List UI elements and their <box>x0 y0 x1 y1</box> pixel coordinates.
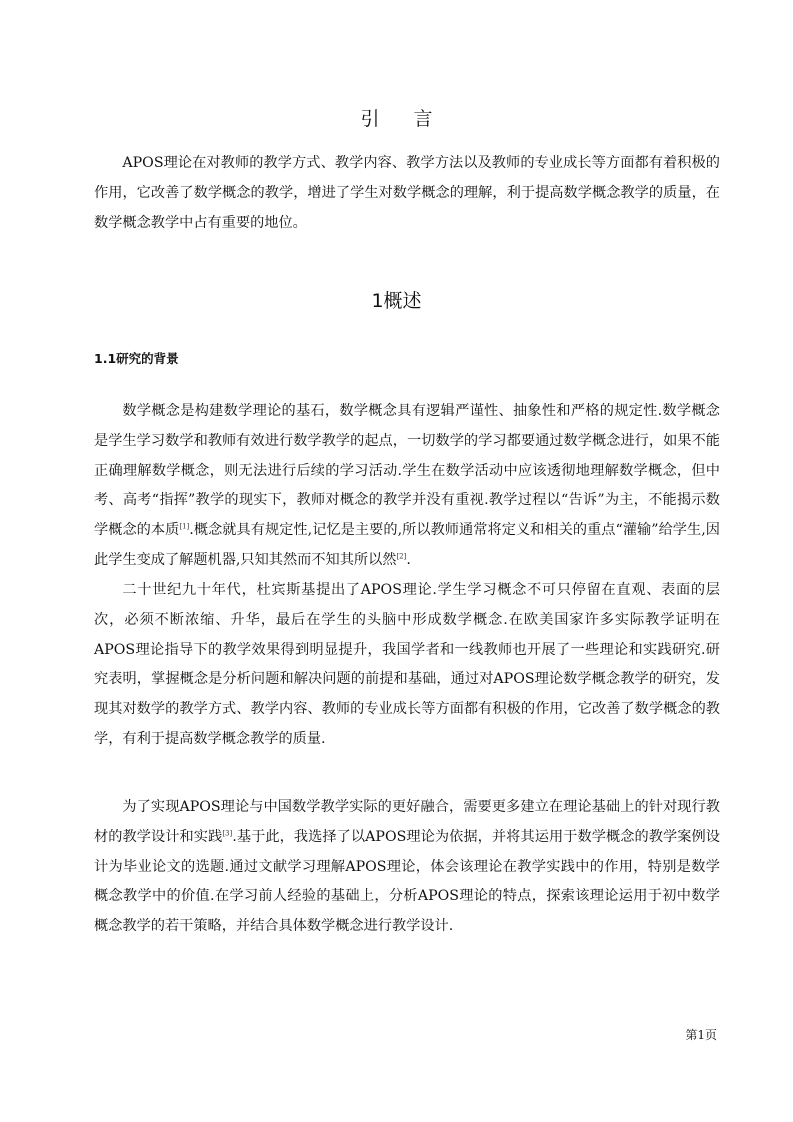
chapter-1-title: 1概述 <box>371 290 422 312</box>
paragraph-text: .概念就具有规定性,记忆是主要的,所以教师通常将定义和相关的重点“灌输”给学生,因此学生变成了解题机器,只知其然而不知其所以然 <box>94 522 720 568</box>
section-paragraph-1 <box>94 397 720 576</box>
paragraph-text: 为了实现APOS理论与中国数学教学实际的更好融合，需要更多建立在理论基础上的针对现行教材的教学设计和实践 <box>94 799 720 845</box>
intro-paragraph: APOS理论在对教师的教学方式、教学内容、教学方法以及教师的专业成长等方面都有着积极的作用，它改善了数学概念的教学，增进了学生对数学概念的理解，利于提高数学概念教学的质量，在数学概念教学中占有重要的地位。 <box>94 155 720 231</box>
section-1-1-title: 1.1研究的背景 <box>94 351 179 366</box>
citation-2[interactable]: [2] <box>396 552 407 561</box>
paragraph-text: .基于此，我选择了以APOS理论为依据，并将其运用于数学概念的教学案例设计为毕业论文的选题.通过文献学习理解APOS理论，体会该理论在教学实践中的作用，特别是数学概念教学中的价值.在学习前人经验的基础上，分析APOS理论的特点，探索该理论运用于初中数学概念教学的若干策略，并结合具体数学概念进行教学设计. <box>94 828 720 935</box>
page-number: 第1页 <box>685 1028 717 1042</box>
paragraph-text: . <box>406 551 411 568</box>
section-paragraph-2: 二十世纪九十年代，杜宾斯基提出了APOS理论.学生学习概念不可只停留在直观、表面的层次，必须不断浓缩、升华，最后在学生的头脑中形成数学概念.在欧美国家许多实际教学证明在APOS理论指导下的教学效果得到明显提升，我国学者和一线教师也开展了一些理论和实践研究.研究表明，掌握概念是分析问题和解决问题的前提和基础，通过对APOS理论数学概念教学的研究，发现其对数学的教学方式、教学内容、教师的专业成长等方面都有积极的作用，它改善了数学概念的教学，有利于提高数学概念教学的质量. <box>94 582 720 747</box>
paragraph-text: 数学概念是构建数学理论的基石，数学概念具有逻辑严谨性、抽象性和严格的规定性.数学概念是学生学习数学和教师有效进行数学教学的起点，一切数学的学习都要通过数学概念进行，如果不能正确理解数学概念，则无法进行后续的学习活动.学生在数学活动中应该透彻地理解数学概念，但中考、高考“指挥”教学的现实下，教师对概念的教学并没有重视.教学过程以“告诉”为主，不能揭示数学概念的本质 <box>94 403 720 539</box>
intro-title: 引 言 <box>360 108 447 130</box>
citation-1[interactable]: [1] <box>179 522 190 531</box>
citation-3[interactable]: [3] <box>222 829 233 838</box>
section-paragraph-3 <box>94 793 720 942</box>
